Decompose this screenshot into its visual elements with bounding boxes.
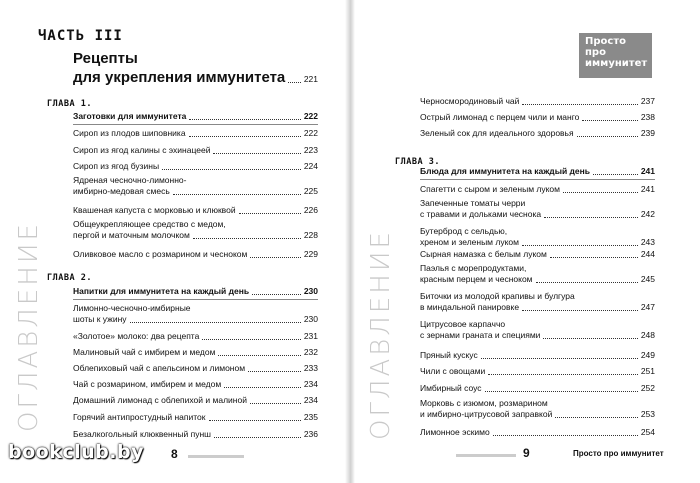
left-page	[0, 0, 348, 483]
top-entry-leader	[522, 104, 637, 105]
ch1-entry-title: пергой и маточным молочком	[73, 230, 190, 240]
ch2-entry-page: 231	[303, 331, 318, 341]
ch2-entry-page: 235	[303, 412, 318, 422]
chapter3-title-entry	[420, 166, 655, 177]
ch3-entry-page: 243	[640, 237, 655, 247]
ch1-entry-page: 228	[303, 230, 318, 240]
ch3-entry-title: с зернами граната и специями	[420, 330, 541, 340]
ch3-entry-title: Спагетти с сыром и зеленым луком	[420, 184, 561, 194]
ch2-entry	[73, 429, 318, 440]
chapter3-rule	[420, 179, 655, 180]
top-entry-page: 239	[640, 128, 655, 138]
ch3-entry-line: Морковь с изюмом, розмарином	[420, 398, 548, 408]
ch2-entry-page: 230	[303, 314, 318, 324]
logo-line-2: про	[585, 47, 606, 58]
ch3-entry-leader	[485, 391, 638, 392]
ch3-entry-leader	[522, 245, 638, 246]
ch2-entry-title: Домашний лимонад с облепихой и малиной	[73, 395, 247, 405]
chapter3-page: 241	[640, 166, 655, 176]
ch1-entry-leader	[189, 136, 301, 137]
ch1-entry-title: Сироп из плодов шиповника	[73, 128, 186, 138]
ch3-entry	[420, 330, 655, 341]
ch2-entry-page: 234	[303, 379, 318, 389]
ch3-entry	[420, 184, 655, 195]
ch3-entry	[420, 366, 655, 377]
ch2-entry-leader	[250, 403, 301, 404]
part-title-line1: Рецепты	[73, 50, 138, 67]
ch3-entry-page: 247	[640, 302, 655, 312]
running-footer: Просто про иммунитет	[573, 449, 664, 458]
chapter1-rule	[73, 124, 318, 125]
ch2-entry	[73, 363, 318, 374]
ch1-entry-leader	[250, 257, 300, 258]
ch3-entry-title: Сырная намазка с белым луком	[420, 249, 547, 259]
ch1-entry-page: 225	[303, 186, 318, 196]
ch3-entry-title: Имбирный соус	[420, 383, 482, 393]
ch2-entry-title: шоты к ужину	[73, 314, 127, 324]
ch2-entry-leader	[130, 322, 301, 323]
ch2-entry-page: 234	[303, 395, 318, 405]
part-title-line2: для укрепления иммунитета	[73, 69, 286, 86]
side-title-left: ОГЛАВЛЕНИЕ	[14, 221, 44, 432]
ch2-entry	[73, 395, 318, 406]
ch3-entry	[420, 237, 655, 248]
chapter1-page: 222	[303, 111, 318, 121]
ch3-entry	[420, 302, 655, 313]
ch1-entry-leader	[173, 194, 301, 195]
ch1-entry	[73, 205, 318, 216]
ch3-entry	[420, 409, 655, 420]
ch2-entry-title: Горячий антипростудный напиток	[73, 412, 206, 422]
part-title-entry	[73, 69, 318, 87]
logo-text	[585, 36, 647, 69]
ch3-entry-page: 254	[640, 427, 655, 437]
chapter2-label: ГЛАВА 2.	[47, 273, 92, 283]
ch1-entry-line: Ядреная чесночно-лимонно-	[73, 175, 187, 185]
ch3-entry-leader	[544, 217, 638, 218]
ch3-entry-title: в миндальной панировке	[420, 302, 520, 312]
ch3-entry-leader	[536, 282, 638, 283]
top-entry-title: Острый лимонад с перцем чили и манго	[420, 112, 580, 122]
ch3-entry-leader	[522, 310, 638, 311]
ch1-entry-title: имбирно-медовая смесь	[73, 186, 170, 196]
ch2-entry-page: 236	[303, 429, 318, 439]
logo-line-3: иммунитет	[585, 58, 648, 69]
ch2-entry	[73, 314, 318, 325]
ch2-entry-leader	[214, 437, 301, 438]
ch1-entry-page: 226	[303, 205, 318, 215]
ch3-entry-page: 241	[640, 184, 655, 194]
chapter2-page: 230	[303, 286, 318, 296]
ch2-entry-title: Облепиховый чай с апельсином и лимоном	[73, 363, 246, 373]
top-entry-page: 237	[640, 96, 655, 106]
ch3-entry	[420, 209, 655, 220]
ch1-entry	[73, 249, 318, 260]
ch2-entry-leader	[218, 355, 300, 356]
ch2-entry	[73, 331, 318, 342]
right-footer-rule	[456, 454, 516, 457]
ch2-entry-title: «Золотое» молоко: два рецепта	[73, 331, 200, 341]
top-entry-page: 238	[640, 112, 655, 122]
ch2-entry-title: Безалкогольный клюквенный пунш	[73, 429, 211, 439]
ch1-entry	[73, 145, 318, 156]
top-entry	[420, 112, 655, 123]
ch3-entry-page: 245	[640, 274, 655, 284]
top-entry-leader	[577, 136, 638, 137]
ch2-entry-page: 233	[303, 363, 318, 373]
ch3-entry-page: 248	[640, 330, 655, 340]
ch2-entry-page: 232	[303, 347, 318, 357]
ch3-entry-leader	[481, 358, 638, 359]
top-entry	[420, 96, 655, 107]
ch1-entry	[73, 161, 318, 172]
chapter2-title: Напитки для иммунитета на каждый день	[73, 286, 250, 296]
ch3-entry-page: 251	[640, 366, 655, 376]
ch3-entry-line: Паэлья с морепродуктами,	[420, 263, 527, 273]
left-page-number: 8	[171, 447, 178, 461]
ch3-entry	[420, 427, 655, 438]
ch3-entry-page: 242	[640, 209, 655, 219]
ch3-entry-title: и имбирно-цитрусовой заправкой	[420, 409, 553, 419]
ch3-entry-title: Чили с овощами	[420, 366, 486, 376]
ch3-entry-page: 253	[640, 409, 655, 419]
chapter2-rule	[73, 299, 318, 300]
ch1-entry-leader	[213, 153, 300, 154]
ch1-entry-title: Сироп из ягод бузины	[73, 161, 160, 171]
ch2-entry-line: Лимонно-чесночно-имбирные	[73, 303, 191, 313]
right-page-number: 9	[523, 446, 530, 460]
chapter1-title-entry	[73, 111, 318, 122]
ch2-entry-title: Чай с розмарином, имбирем и медом	[73, 379, 222, 389]
chapter3-label: ГЛАВА 3.	[395, 157, 440, 167]
ch3-entry-leader	[488, 374, 638, 375]
ch3-entry	[420, 274, 655, 285]
ch1-entry-page: 222	[303, 128, 318, 138]
book-logo	[579, 33, 652, 78]
ch3-entry-line: Бутерброд с сельдью,	[420, 226, 508, 236]
ch2-entry	[73, 379, 318, 390]
ch1-entry	[73, 230, 318, 241]
part-label: ЧАСТЬ III	[38, 28, 123, 44]
ch1-entry-page: 223	[303, 145, 318, 155]
ch1-entry-leader	[162, 169, 301, 170]
left-footer-rule	[188, 455, 244, 458]
ch3-entry-line: Запеченные томаты черри	[420, 198, 526, 208]
top-entry-title: Черносмородиновый чай	[420, 96, 520, 106]
ch1-entry-line: Общеукрепляющее средство с медом,	[73, 219, 226, 229]
ch2-entry-leader	[202, 339, 300, 340]
watermark: bookclub.by	[8, 441, 144, 463]
ch1-entry-title: Квашеная капуста с морковью и клюквой	[73, 205, 236, 215]
ch1-entry-leader	[239, 213, 301, 214]
book-gutter	[345, 0, 355, 483]
top-entry-title: Зеленый сок для идеального здоровья	[420, 128, 574, 138]
ch3-entry-title: хреном и зеленым луком	[420, 237, 519, 247]
ch2-entry-title: Малиновый чай с имбирем и медом	[73, 347, 216, 357]
ch3-entry	[420, 383, 655, 394]
ch3-entry-leader	[555, 417, 637, 418]
ch2-entry-leader	[209, 420, 301, 421]
ch3-entry-title: Пряный кускус	[420, 350, 478, 360]
ch2-entry-leader	[248, 371, 301, 372]
side-title-right: ОГЛАВЛЕНИЕ	[366, 229, 396, 440]
chapter1-label: ГЛАВА 1.	[47, 99, 92, 109]
chapter1-title: Заготовки для иммунитета	[73, 111, 187, 121]
ch3-entry-title: Лимонное эскимо	[420, 427, 490, 437]
ch3-entry-leader	[550, 257, 638, 258]
ch1-entry-page: 224	[303, 161, 318, 171]
ch3-entry-title: красным перцем и чесноком	[420, 274, 533, 284]
logo-line-1: Просто	[585, 36, 626, 47]
top-entry	[420, 128, 655, 139]
ch1-entry-title: Оливковое масло с розмарином и чесноком	[73, 249, 248, 259]
top-entry-leader	[582, 120, 637, 121]
ch3-entry-line: Биточки из молодой крапивы и булгура	[420, 291, 575, 301]
ch3-entry-line: Цитрусовое карпаччо	[420, 319, 506, 329]
ch1-entry-leader	[193, 238, 301, 239]
ch2-entry	[73, 412, 318, 423]
ch1-entry	[73, 128, 318, 139]
ch1-entry-title: Сироп из ягод калины с эхинацеей	[73, 145, 211, 155]
ch3-entry-page: 252	[640, 383, 655, 393]
ch2-entry	[73, 347, 318, 358]
ch2-entry-leader	[224, 387, 301, 388]
ch3-entry-leader	[563, 192, 638, 193]
ch3-entry-page: 249	[640, 350, 655, 360]
ch3-entry-leader	[493, 435, 638, 436]
ch1-entry-page: 229	[303, 249, 318, 259]
ch3-entry	[420, 249, 655, 260]
ch3-entry	[420, 350, 655, 361]
part-page: 221	[303, 74, 318, 84]
chapter3-title: Блюда для иммунитета на каждый день	[420, 166, 591, 176]
ch3-entry-leader	[543, 338, 637, 339]
ch1-entry	[73, 186, 318, 197]
chapter2-title-entry	[73, 286, 318, 297]
ch3-entry-title: с травами и дольками чеснока	[420, 209, 542, 219]
ch3-entry-page: 244	[640, 249, 655, 259]
